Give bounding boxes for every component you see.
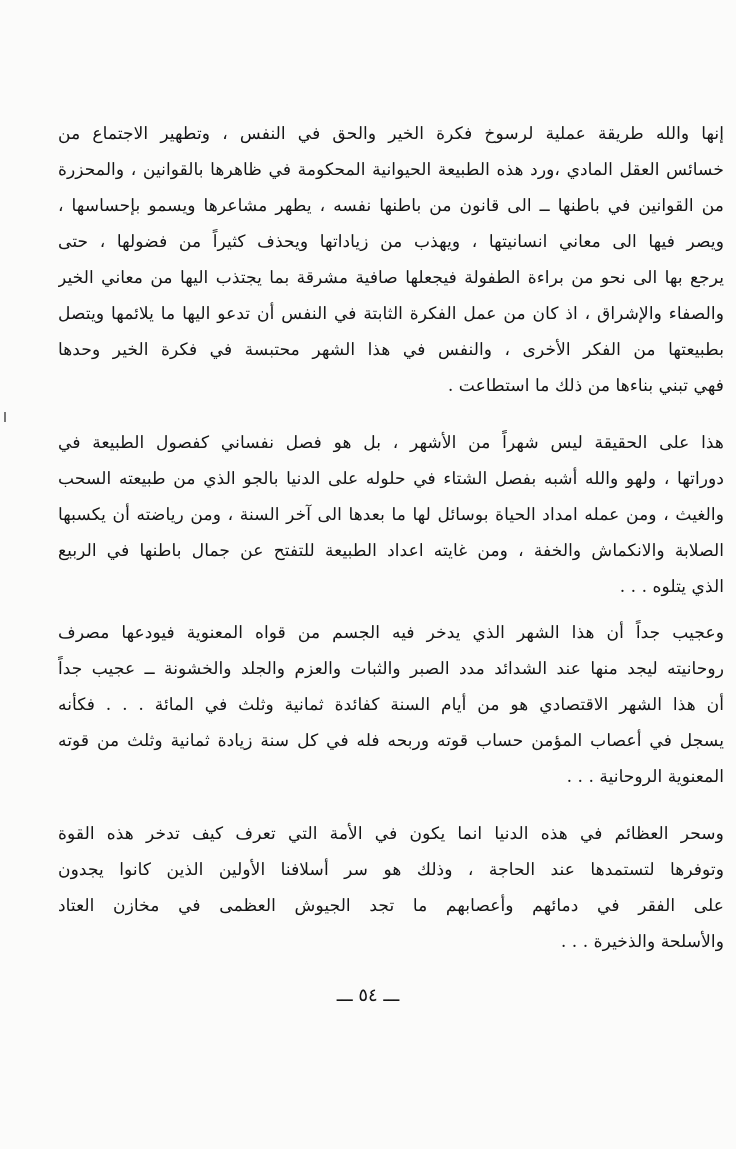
paragraph-line: الذي يتلوه . . . [619,577,724,597]
scan-edge-mark [4,412,6,422]
paragraph-line: بطبيعتها من الفكر الأخرى ، والنفس في هذا الشهر محتبسة في فكرة الخير وحدها [58,340,724,360]
paragraph-line: ويصر فيها الى معاني انسانيتها ، ويهذب من زياداتها ويحذف كثيراً من فضولها ، حتى [58,232,724,252]
paragraph-line: فهي تبني بناءها من ذلك ما استطاعت . [447,376,724,396]
paragraph-line: من القوانين في باطنها ــ الى قانون من باطنها نفسه ، يطهر مشاعرها ويسمو بإحساسها ، [58,196,724,216]
paragraph-line: خسائس العقل المادي ،ورد هذه الطبيعة الحيوانية المحكومة في ظاهرها بالقوانين ، والمحزرة [58,160,724,180]
paragraph-3 [58,615,724,795]
paragraph-line: على الفقر في دمائهم وأعصابهم ما تجد الجيوش العظمى في مخازن العتاد [58,896,724,916]
paragraph-line: والأسلحة والذخيرة . . . [560,932,724,952]
paragraph-line: يسجل في أعصاب المؤمن حساب قوته وربحه فله في كل سنة زيادة ثمانية وثلث من قوته [58,731,724,751]
paragraph-1 [58,116,724,404]
paragraph-line: يرجع بها الى نحو من براءة الطفولة فيجعلها صافية مشرقة بما يجتذب اليها من معاني الخير [58,268,724,288]
paragraph-line: الصلابة والانكماش والخفة ، ومن غايته اعداد الطبيعة للتفتح عن جمال باطنها في الربيع [58,541,724,561]
paragraph-line: أن هذا الشهر الاقتصادي هو من أيام السنة كفائدة ثمانية وثلث في المائة . . . فكأنه [58,695,724,715]
paragraph-line: وتوفرها لتستمدها عند الحاجة ، وذلك هو سر أسلافنا الأولين الذين كانوا يجدون [58,860,724,880]
paragraph-line: روحانيته ليجد منها عند الشدائد مدد الصبر والثبات والعزم والجلد والخشونة ــ عجيب جداً [58,659,724,679]
paragraph-line: وعجيب جداً أن هذا الشهر الذي يدخر فيه الجسم من قواه المعنوية فيودعها مصرف [58,623,724,643]
paragraph-line: والصفاء والإشراق ، اذ كان من عمل الفكرة الثابتة في النفس أن تدعو اليها ما يلائمها ويتصل [58,304,724,324]
paragraph-2 [58,425,724,605]
paragraph-line: إنها والله طريقة عملية لرسوخ فكرة الخير والحق في النفس ، وتطهير الاجتماع من [58,124,724,144]
paragraph-4 [58,816,724,960]
paragraph-line: المعنوية الروحانية . . . [566,767,724,787]
paragraph-line: والغيث ، ومن عمله امداد الحياة بوسائل لها ما بعدها الى آخر السنة ، ومن رياضته أن يكسبها [58,505,724,525]
paragraph-line: وسحر العظائم في هذه الدنيا انما يكون في الأمة التي تعرف كيف تدخر هذه القوة [58,824,724,844]
paragraph-line: هذا على الحقيقة ليس شهراً من الأشهر ، بل هو فصل نفساني كفصول الطبيعة في [58,433,724,453]
page-number: ـــ ٥٤ ـــ [336,985,400,1006]
paragraph-line: دوراتها ، ولهو والله أشبه بفصل الشتاء في حلوله على الدنيا بالجو الذي من طبيعته السحب [58,469,724,489]
